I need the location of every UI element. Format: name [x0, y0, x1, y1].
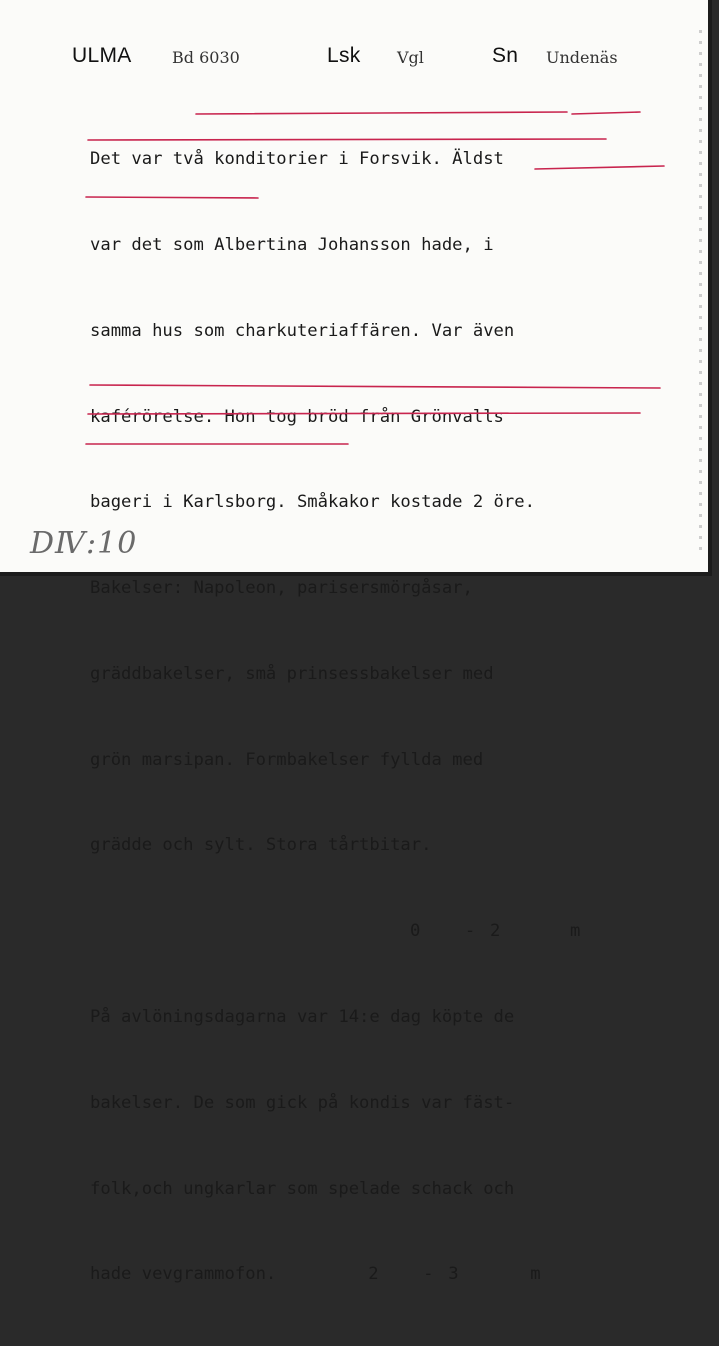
archive-value: Bd 6030: [172, 48, 240, 67]
parish-value: Undenäs: [546, 48, 618, 67]
text-line: kaférörelse. Hon tog bröd från Grönvalls: [90, 406, 504, 427]
text-line: Bakelser: Napoleon, parisersmörgåsar,: [90, 578, 473, 599]
measure-unit: m: [570, 921, 581, 942]
measure-to: 3: [448, 1264, 459, 1285]
card-header: [72, 44, 672, 74]
text-line: Det var två konditorier i Forsvik. Äldst: [90, 149, 504, 170]
text-line-tail: hade vevgrammofon.: [90, 1264, 277, 1285]
typed-text-body: [90, 88, 700, 1346]
measure-dash: -: [423, 1264, 434, 1285]
measure-from: 2: [368, 1264, 379, 1285]
parish-label: Sn: [492, 44, 519, 67]
text-line: var det som Albertina Johansson hade, i: [90, 234, 494, 255]
measure-line: [90, 917, 700, 946]
text-line: grädde och sylt. Stora tårtbitar.: [90, 835, 432, 856]
archive-label: ULMA: [72, 44, 132, 67]
text-line: samma hus som charkuteriaffären. Var även: [90, 320, 515, 341]
handwritten-note: DⅣ:10: [30, 526, 138, 561]
measure-unit: m: [530, 1264, 541, 1285]
text-line-last: [90, 1260, 700, 1289]
text-line: bageri i Karlsborg. Småkakor kostade 2 öre.: [90, 492, 535, 513]
text-line: På avlöningsdagarna var 14:e dag köpte de: [90, 1007, 515, 1027]
text-line: grön marsipan. Formbakelser fyllda med: [90, 749, 484, 770]
text-line: bakelser. De som gick på kondis var fäst-: [90, 1092, 515, 1113]
measure-from: 0: [410, 921, 421, 942]
district-label: Lsk: [327, 44, 361, 67]
text-line: gräddbakelser, små prinsessbakelser med: [90, 663, 494, 684]
measure-to: 2: [490, 921, 501, 942]
text-line: folk,och ungkarlar som spelade schack och: [90, 1178, 515, 1199]
district-value: Vgl: [397, 48, 424, 67]
measure-dash: -: [464, 921, 476, 942]
